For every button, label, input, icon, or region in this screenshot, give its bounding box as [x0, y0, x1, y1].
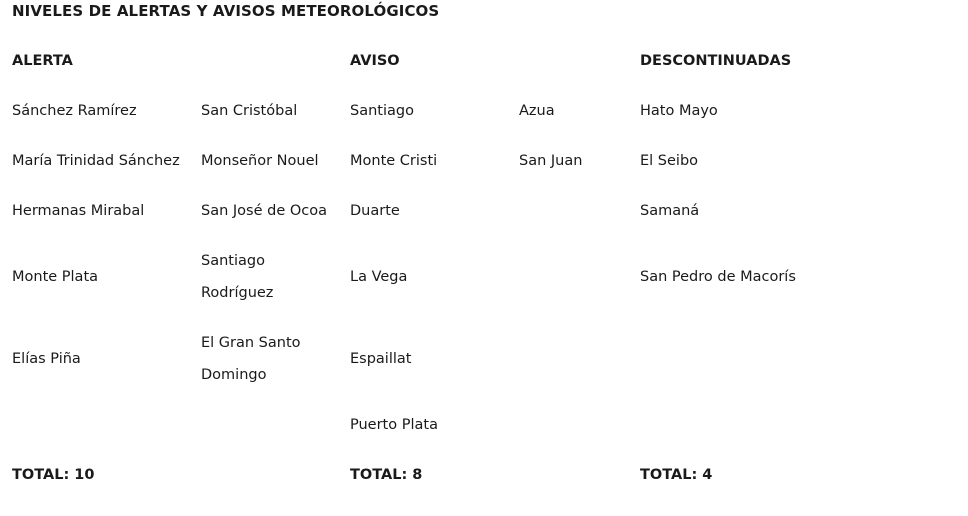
table-cell: San Cristóbal: [201, 103, 298, 119]
header-empty: [195, 36, 344, 86]
table-cell: [634, 318, 946, 400]
total-aviso: TOTAL: 8: [350, 467, 423, 483]
table-cell: Monte Plata: [12, 269, 99, 285]
header-alerta: ALERTA: [12, 53, 73, 69]
totals-row: [6, 450, 946, 500]
table-cell: [634, 400, 946, 450]
header-descontinuadas: DESCONTINUADAS: [640, 53, 792, 69]
table-cell: Duarte: [350, 203, 400, 219]
table-cell: Puerto Plata: [350, 417, 438, 433]
table-cell: San Juan: [519, 153, 583, 169]
table-cell: [6, 400, 195, 450]
table-cell: El Gran Santo Domingo: [201, 335, 301, 383]
table-cell: Elías Piña: [12, 351, 81, 367]
total-descontinuadas: TOTAL: 4: [640, 467, 713, 483]
total-alerta: TOTAL: 10: [12, 467, 95, 483]
header-empty: [513, 36, 634, 86]
header-aviso: AVISO: [350, 53, 400, 69]
table-cell: [513, 186, 634, 236]
table-cell: Hermanas Mirabal: [12, 203, 145, 219]
table-cell: La Vega: [350, 269, 408, 285]
table-cell: [195, 400, 344, 450]
table-cell: Espaillat: [350, 351, 412, 367]
header-row: [6, 36, 946, 86]
table-cell: [513, 400, 634, 450]
table-cell: San José de Ocoa: [201, 203, 327, 219]
table-cell: [513, 236, 634, 318]
table-cell: [513, 450, 634, 500]
table-cell: María Trinidad Sánchez: [12, 153, 180, 169]
page-title: NIVELES DE ALERTAS Y AVISOS METEOROLÓGICOS: [12, 2, 440, 20]
table-cell: [513, 318, 634, 400]
table-cell: Samaná: [640, 203, 700, 219]
table-cell: Sánchez Ramírez: [12, 103, 137, 119]
table-row: [6, 186, 946, 236]
alerts-table: [6, 36, 946, 500]
table-cell: El Seibo: [640, 153, 699, 169]
table-row: [6, 136, 946, 186]
table-cell: [195, 450, 344, 500]
table-cell: Azua: [519, 103, 555, 119]
table-row: [6, 318, 946, 400]
table-cell: Monte Cristi: [350, 153, 438, 169]
table-cell: Santiago: [350, 103, 414, 119]
table-row: [6, 400, 946, 450]
table-cell: Monseñor Nouel: [201, 153, 319, 169]
table-row: [6, 86, 946, 136]
table-cell: Hato Mayo: [640, 103, 718, 119]
table-cell: San Pedro de Macorís: [640, 269, 796, 285]
table-cell: Santiago Rodríguez: [201, 253, 274, 301]
table-row: [6, 236, 946, 318]
